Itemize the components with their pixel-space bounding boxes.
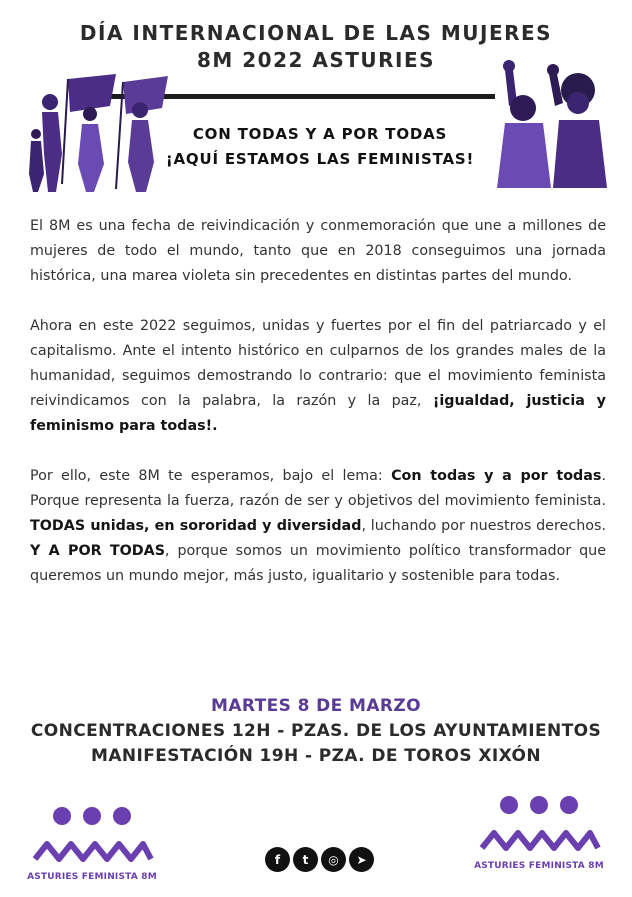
paragraph-3-text-b: . Porque representa la fuerza, razón de ser y objetivos del movimiento feminista. bbox=[30, 468, 606, 509]
paragraph-3 bbox=[30, 464, 606, 589]
paragraph-3-bold-2: TODAS unidas, en sororidad y diversidad bbox=[30, 518, 362, 534]
logo-figures-icon bbox=[474, 793, 604, 857]
body-text bbox=[30, 214, 606, 614]
twitter-icon[interactable]: t bbox=[293, 847, 318, 872]
paragraph-2-text: Ahora en este 2022 seguimos, unidas y fuertes por el fin del patriarcado y el capitalismo. Ante el intento histórico en culparnos de los grandes males de la humanidad, seguimos demostrando lo contrario: que el movimiento feminista reivindicamos con la palabra, la razón y la paz, bbox=[30, 318, 606, 409]
paragraph-3-bold-1: Con todas y a por todas bbox=[391, 468, 602, 484]
facebook-icon[interactable]: f bbox=[265, 847, 290, 872]
logo-text-right: ASTURIES FEMINISTA 8M bbox=[474, 861, 604, 871]
event-concentrations: CONCENTRACIONES 12H - PZAS. DE LOS AYUNTAMIENTOS bbox=[30, 721, 602, 741]
asturies-feminista-logo-left bbox=[27, 804, 157, 884]
paragraph-1 bbox=[30, 214, 606, 289]
paragraph-3-text-d: , porque somos un movimiento político transformador que queremos un mundo mejor, más justo, igualitario y sostenible para todas. bbox=[30, 543, 606, 584]
title-line-1: DÍA INTERNACIONAL DE LAS MUJERES bbox=[79, 21, 553, 45]
instagram-icon[interactable]: ◎ bbox=[321, 847, 346, 872]
paragraph-2 bbox=[30, 314, 606, 439]
title-line-2: 8M 2022 ASTURIES bbox=[196, 48, 436, 72]
slogan bbox=[150, 122, 490, 172]
event-info bbox=[0, 694, 632, 769]
event-demonstration: MANIFESTACIÓN 19H - PZA. DE TOROS XIXÓN bbox=[91, 746, 541, 766]
slogan-line-2: ¡AQUÍ ESTAMOS LAS FEMINISTAS! bbox=[165, 150, 475, 168]
paragraph-3-text-a: Por ello, este 8M te esperamos, bajo el lema: bbox=[30, 468, 392, 484]
logo-figures-icon bbox=[27, 804, 157, 868]
logo-text-left: ASTURIES FEMINISTA 8M bbox=[27, 872, 157, 882]
paragraph-1-text: El 8M es una fecha de reivindicación y conmemoración que une a millones de mujeres de todo el mundo, tanto que en 2018 conseguimos una jornada histórica, una marea violeta sin precedentes en distintas partes del mundo. bbox=[30, 218, 606, 284]
social-links bbox=[265, 847, 374, 873]
women-raised-fists-illustration bbox=[483, 58, 608, 188]
paragraph-2-bold: ¡igualdad, justicia y feminismo para todas!. bbox=[30, 393, 606, 434]
paragraph-3-bold-3: Y A POR TODAS bbox=[30, 543, 166, 559]
asturies-feminista-logo-right bbox=[474, 793, 604, 873]
telegram-icon[interactable]: ➤ bbox=[349, 847, 374, 872]
paragraph-3-text-c: , luchando por nuestros derechos. bbox=[361, 518, 606, 534]
slogan-line-1: CON TODAS Y A POR TODAS bbox=[192, 125, 448, 143]
event-date: MARTES 8 DE MARZO bbox=[211, 696, 421, 716]
